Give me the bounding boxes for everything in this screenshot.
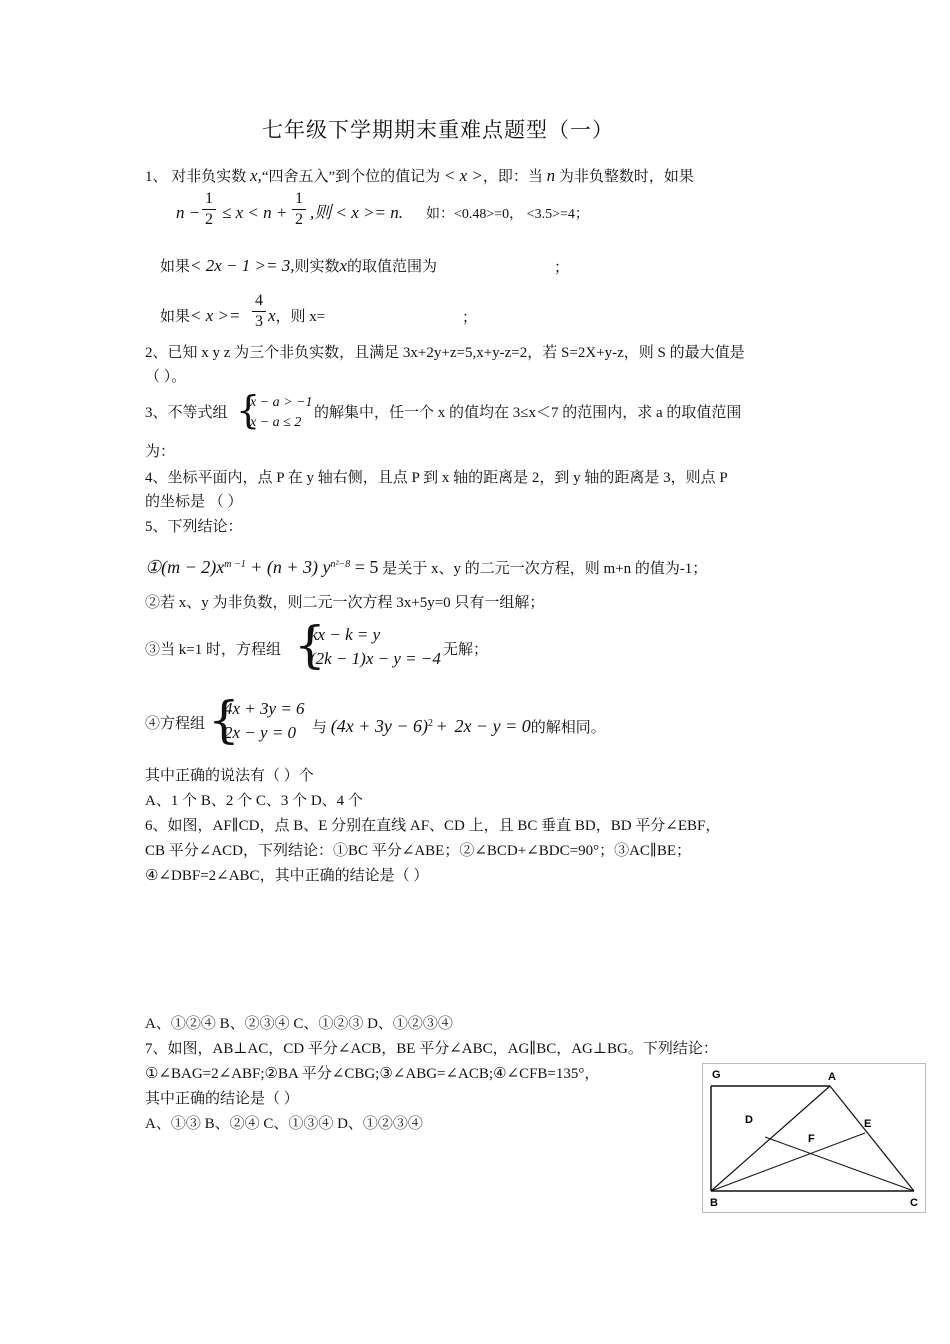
q5-statement-2: ②若 x、y 为非负数，则二元一次方程 3x+5y=0 只有一组解； bbox=[145, 595, 545, 611]
q4-line-1: 4、坐标平面内，点 P 在 y 轴右侧，且点 P 到 x 轴的距离是 2，到 y 轴的距离是 3，则点 P bbox=[145, 470, 728, 486]
q1-line4-math: < x >= bbox=[190, 306, 241, 325]
q7-line-3: 其中正确的结论是（ ） bbox=[145, 1091, 299, 1107]
q5-statement-4-rest: 与 $(4x + 3y - 6)^2 + 2x - y = 0$的解相同。 bbox=[312, 716, 606, 736]
q1-ineq-mid: ≤ x < n + bbox=[222, 203, 288, 222]
q1-text-a: 1、 对非负实数 bbox=[145, 169, 247, 185]
q3-suffix: 的解集中，任一个 x 的值均在 3≤x＜7 的范围内，求 a 的取值范围 bbox=[314, 405, 742, 421]
q5-heading: 5、下列结论： bbox=[145, 519, 243, 535]
q5-s4-brace: { bbox=[208, 691, 240, 749]
q1-line3-x: x bbox=[339, 256, 348, 275]
q6-line-1: 6、如图，AF∥CD，点 B、E 分别在直线 AF、CD 上，且 BC 垂直 BD，BD 平分∠EBF， bbox=[145, 818, 721, 834]
q3-line-2: 为： bbox=[145, 444, 176, 460]
q1-text-g: 为非负整数时，如果 bbox=[558, 169, 694, 185]
q5-statement-1: ①(m − $2)x^{m -1} + (n + 3)$ $y^{n^2-8} = 5$ 是关于 x、y 的二元一次方程，则 m+n 的值为-1； bbox=[145, 557, 708, 577]
q3-prefix: 3、不等式组 bbox=[145, 405, 228, 421]
q1-line4-end: ； bbox=[462, 310, 478, 326]
q2-line-2: （ ）。 bbox=[145, 369, 187, 385]
label-B: B bbox=[710, 1197, 718, 1209]
q1-text-e: ，即：当 bbox=[482, 169, 543, 185]
label-A: A bbox=[828, 1071, 836, 1083]
q1-ineq-end: ,则 < x >= n. bbox=[310, 203, 403, 222]
q1-line3-end: ； bbox=[554, 260, 570, 276]
q1-round-x: < x > bbox=[443, 166, 483, 185]
q1-text-c: “四舍五入”到个位的值记为 bbox=[261, 169, 441, 185]
q5-ask: 其中正确的说法有（ ）个 bbox=[145, 768, 314, 784]
q1-line3-a: 如果 bbox=[160, 259, 191, 275]
q1-var-n: n bbox=[546, 166, 556, 185]
q5-options: A、1 个 B、2 个 C、3 个 D、4 个 bbox=[145, 793, 363, 809]
q3-system: x − a > −1 x − a ≤ 2 bbox=[250, 395, 313, 430]
label-C: C bbox=[910, 1197, 918, 1209]
q1-ineq-start: n − bbox=[176, 203, 201, 222]
q1-line3-math: < 2x − 1 >= 3, bbox=[190, 256, 295, 275]
page-title: 七年级下学期期末重难点题型（一） bbox=[262, 118, 614, 142]
q1-line4-x: x bbox=[268, 306, 276, 325]
q1-line3-e: 的取值范围为 bbox=[347, 259, 438, 275]
q5-statement-3-prefix: ③当 k=1 时，方程组 bbox=[145, 642, 281, 658]
q1-var-x: x, bbox=[250, 166, 262, 185]
q1-line4-d: ，则 x= bbox=[275, 309, 326, 325]
q5-statement-3-suffix: 无解； bbox=[443, 642, 489, 658]
q6-line-2: CB 平分∠ACD，下列结论：①BC 平分∠ABE；②∠BCD+∠BDC=90°；③AC∥BE； bbox=[145, 843, 692, 859]
q5-s3-brace: { bbox=[294, 616, 326, 674]
q6-line-3: ④∠DBF=2∠ABC，其中正确的结论是（ ） bbox=[145, 868, 429, 884]
label-F: F bbox=[808, 1133, 815, 1145]
q4-line-2: 的坐标是 （ ） bbox=[145, 494, 243, 510]
q3-brace: { bbox=[236, 388, 261, 432]
label-G: G bbox=[712, 1069, 721, 1081]
q5-s3-system: kx − k = y (2k − 1)x − y = −4 bbox=[310, 625, 441, 668]
q6-options: A、①②④ B、②③④ C、①②③ D、①②③④ bbox=[145, 1016, 453, 1032]
q1-example: 如：<0.48>=0， <3.5>=4； bbox=[426, 207, 589, 222]
q1-line3-c: 则实数 bbox=[294, 259, 340, 275]
q1-fraction-1: 1 2 bbox=[202, 190, 216, 229]
q7-options: A、①③ B、②④ C、①③④ D、①②③④ bbox=[145, 1116, 423, 1132]
q7-geometry-figure bbox=[702, 1063, 926, 1213]
label-E: E bbox=[864, 1118, 872, 1130]
q5-statement-4-prefix: ④方程组 bbox=[145, 716, 206, 732]
q1-fraction-2: 1 2 bbox=[292, 190, 306, 229]
q7-line-1: 7、如图，AB⊥AC，CD 平分∠ACB，BE 平分∠ABC，AG∥BC，AG⊥BG。下列结论： bbox=[145, 1041, 718, 1057]
q7-line-2: ①∠BAG=2∠ABF;②BA 平分∠CBG;③∠ABG=∠ACB;④∠CFB=135°， bbox=[145, 1066, 600, 1082]
q1-line4-a: 如果 bbox=[160, 309, 191, 325]
q2-line-1: 2、已知 x y z 为三个非负实数，且满足 3x+2y+z=5,x+y-z=2，若 S=2X+y-z，则 S 的最大值是 bbox=[145, 345, 745, 361]
q5-s4-system: 4x + 3y = 6 2x − y = 0 bbox=[224, 699, 305, 742]
label-D: D bbox=[745, 1114, 753, 1126]
q1-fraction-3: 4 3 bbox=[252, 292, 266, 331]
